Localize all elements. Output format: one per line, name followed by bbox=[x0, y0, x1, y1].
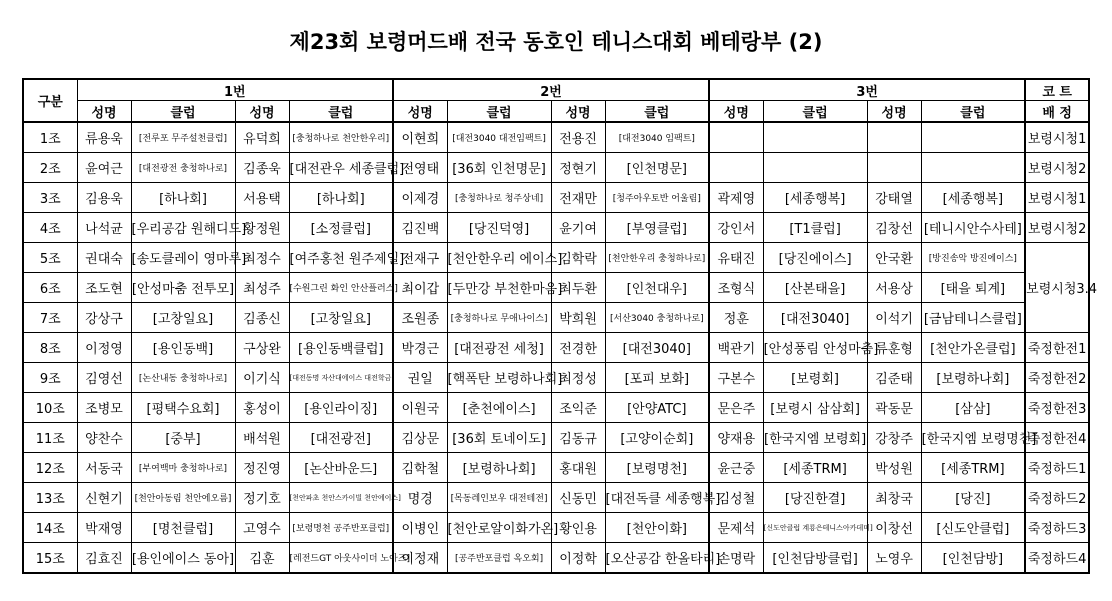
player-name: 이현희 bbox=[393, 122, 447, 153]
player-club: [용인동백클럽] bbox=[289, 333, 393, 363]
player-club: [삼삼] bbox=[921, 393, 1025, 423]
player-name: 손명락 bbox=[709, 543, 763, 574]
court-assignment: 죽정하드3 bbox=[1025, 513, 1089, 543]
player-name: 정진영 bbox=[235, 453, 289, 483]
player-name: 구본수 bbox=[709, 363, 763, 393]
player-club: [대전독클 세종행복] bbox=[605, 483, 709, 513]
player-name: 권일 bbox=[393, 363, 447, 393]
player-club: [평택수요회] bbox=[131, 393, 235, 423]
player-club: [보령시 삼삼회] bbox=[763, 393, 867, 423]
player-club: [명천클럽] bbox=[131, 513, 235, 543]
player-name: 이병인 bbox=[393, 513, 447, 543]
player-name: 서용택 bbox=[235, 183, 289, 213]
table-row bbox=[23, 483, 1089, 513]
group-label: 9조 bbox=[23, 363, 77, 393]
player-club: [인천명문] bbox=[605, 153, 709, 183]
player-name: 나석균 bbox=[77, 213, 131, 243]
table-row bbox=[23, 273, 1089, 303]
player-name: 백관기 bbox=[709, 333, 763, 363]
header-court-top: 코 트 bbox=[1025, 79, 1089, 101]
player-club: [천안가온클럽] bbox=[921, 333, 1025, 363]
player-name: 전경한 bbox=[551, 333, 605, 363]
player-club: [충청하나로 무애나이스] bbox=[447, 303, 551, 333]
player-club: [천안아동림 천안에오름] bbox=[131, 483, 235, 513]
header-club: 클럽 bbox=[605, 101, 709, 123]
player-name: 홍성이 bbox=[235, 393, 289, 423]
player-name: 곽동문 bbox=[867, 393, 921, 423]
player-club: [용인에이스 동아] bbox=[131, 543, 235, 574]
court-assignment: 보령시청1 bbox=[1025, 122, 1089, 153]
header-name: 성명 bbox=[77, 101, 131, 123]
player-club: [대전광전 세청] bbox=[447, 333, 551, 363]
player-club: [핵폭탄 보령하나회] bbox=[447, 363, 551, 393]
header-name: 성명 bbox=[709, 101, 763, 123]
header-club: 클럽 bbox=[921, 101, 1025, 123]
player-name: 황정원 bbox=[235, 213, 289, 243]
player-club: [보령명천] bbox=[605, 453, 709, 483]
player-name: 신동민 bbox=[551, 483, 605, 513]
player-club: [안양ATC] bbox=[605, 393, 709, 423]
player-name: 류용욱 bbox=[77, 122, 131, 153]
player-club: [천안파초 천안스카이빌 천안에이스] bbox=[289, 483, 393, 513]
player-name: 강인서 bbox=[709, 213, 763, 243]
group-label: 13조 bbox=[23, 483, 77, 513]
player-club: [고양이순회] bbox=[605, 423, 709, 453]
player-club: [레전드GT 아웃사이더 노아즈] bbox=[289, 543, 393, 574]
player-club: [T1클럽] bbox=[763, 213, 867, 243]
player-name: 김상문 bbox=[393, 423, 447, 453]
player-club: [춘천에이스] bbox=[447, 393, 551, 423]
court-assignment: 죽정하드2 bbox=[1025, 483, 1089, 513]
player-club bbox=[921, 153, 1025, 183]
player-name: 박희원 bbox=[551, 303, 605, 333]
group-label: 8조 bbox=[23, 333, 77, 363]
player-club: [신도안클럽 계룡은테니스아카데미] bbox=[763, 513, 867, 543]
table-row bbox=[23, 393, 1089, 423]
player-club: [당진덕영] bbox=[447, 213, 551, 243]
player-club: [고창일요] bbox=[131, 303, 235, 333]
player-name: 조형식 bbox=[709, 273, 763, 303]
player-name: 김훈 bbox=[235, 543, 289, 574]
player-club: [목동레인보우 대전테전] bbox=[447, 483, 551, 513]
player-club: [36회 인천명문] bbox=[447, 153, 551, 183]
player-name: 강태열 bbox=[867, 183, 921, 213]
player-name: 김창선 bbox=[867, 213, 921, 243]
group-label: 15조 bbox=[23, 543, 77, 574]
player-name: 명경 bbox=[393, 483, 447, 513]
player-name: 윤근중 bbox=[709, 453, 763, 483]
player-club: [당진] bbox=[921, 483, 1025, 513]
player-name: 강창주 bbox=[867, 423, 921, 453]
player-name: 김학철 bbox=[393, 453, 447, 483]
header-name: 성명 bbox=[551, 101, 605, 123]
player-club: [여주홍천 원주제일] bbox=[289, 243, 393, 273]
player-club: [용인동백] bbox=[131, 333, 235, 363]
table-row bbox=[23, 303, 1089, 333]
player-name: 양재용 bbox=[709, 423, 763, 453]
player-club: [두만강 부천한마음] bbox=[447, 273, 551, 303]
player-name: 이창선 bbox=[867, 513, 921, 543]
player-name: 정기호 bbox=[235, 483, 289, 513]
player-name: 이정학 bbox=[551, 543, 605, 574]
player-name: 박경근 bbox=[393, 333, 447, 363]
player-club: [보령하나회] bbox=[447, 453, 551, 483]
player-name: 이정영 bbox=[77, 333, 131, 363]
player-club: [부영클럽] bbox=[605, 213, 709, 243]
player-club: [산본태을] bbox=[763, 273, 867, 303]
player-name: 정현기 bbox=[551, 153, 605, 183]
player-club: [보령명천 공주반포클럽] bbox=[289, 513, 393, 543]
player-club: [하나회] bbox=[289, 183, 393, 213]
player-club: [세종행복] bbox=[921, 183, 1025, 213]
group-label: 12조 bbox=[23, 453, 77, 483]
header-name: 성명 bbox=[235, 101, 289, 123]
player-name: 서동국 bbox=[77, 453, 131, 483]
player-name: 전재구 bbox=[393, 243, 447, 273]
table-row bbox=[23, 183, 1089, 213]
player-club: [우리공감 원해디드] bbox=[131, 213, 235, 243]
player-club: [방진송악 방진에이스] bbox=[921, 243, 1025, 273]
player-name: 윤기여 bbox=[551, 213, 605, 243]
player-club: [중부] bbox=[131, 423, 235, 453]
header-match-3: 3번 bbox=[709, 79, 1025, 101]
player-name: 문제석 bbox=[709, 513, 763, 543]
player-club: [대전광전 충청하나로] bbox=[131, 153, 235, 183]
player-name: 이석기 bbox=[867, 303, 921, 333]
player-club: [대전광전] bbox=[289, 423, 393, 453]
player-club: [송도클레이 영마루] bbox=[131, 243, 235, 273]
player-club: [세종TRM] bbox=[921, 453, 1025, 483]
player-name: 조도현 bbox=[77, 273, 131, 303]
player-name: 조익준 bbox=[551, 393, 605, 423]
court-assignment: 보령시청2 bbox=[1025, 153, 1089, 183]
player-club: [안성마춤 전투모] bbox=[131, 273, 235, 303]
player-name: 이기식 bbox=[235, 363, 289, 393]
player-name: 노영우 bbox=[867, 543, 921, 574]
group-label: 7조 bbox=[23, 303, 77, 333]
court-assignment: 보령시청1 bbox=[1025, 183, 1089, 213]
player-club: [충청하나로 천안한우리] bbox=[289, 122, 393, 153]
player-name: 박성원 bbox=[867, 453, 921, 483]
player-name: 최이갑 bbox=[393, 273, 447, 303]
header-name: 성명 bbox=[393, 101, 447, 123]
player-club: [대전3040] bbox=[605, 333, 709, 363]
player-name: 권대숙 bbox=[77, 243, 131, 273]
player-club: [대전관우 세종클럽] bbox=[289, 153, 393, 183]
player-name: 이정재 bbox=[393, 543, 447, 574]
player-club: [한국지엠 보령명천] bbox=[921, 423, 1025, 453]
player-club: [서산3040 충청하나로] bbox=[605, 303, 709, 333]
player-club: [보령회] bbox=[763, 363, 867, 393]
group-label: 2조 bbox=[23, 153, 77, 183]
court-assignment: 죽정하드1 bbox=[1025, 453, 1089, 483]
player-name: 최성주 bbox=[235, 273, 289, 303]
player-club: [인천담방] bbox=[921, 543, 1025, 574]
player-club: [천안이화] bbox=[605, 513, 709, 543]
player-name: 홍대원 bbox=[551, 453, 605, 483]
player-name: 배석원 bbox=[235, 423, 289, 453]
player-name: 강상구 bbox=[77, 303, 131, 333]
player-club: [전루포 무주설천클럽] bbox=[131, 122, 235, 153]
table-row bbox=[23, 543, 1089, 574]
player-club: [수원그린 화인 안산플러스] bbox=[289, 273, 393, 303]
player-club: [금남테니스클럽] bbox=[921, 303, 1025, 333]
player-name: 박재영 bbox=[77, 513, 131, 543]
player-club: [인천대우] bbox=[605, 273, 709, 303]
player-name: 류훈형 bbox=[867, 333, 921, 363]
player-club: [고창일요] bbox=[289, 303, 393, 333]
table-row bbox=[23, 453, 1089, 483]
player-club: [오산공감 한올타리] bbox=[605, 543, 709, 574]
player-name: 신현기 bbox=[77, 483, 131, 513]
player-club: [대전3040 대전임팩트] bbox=[447, 122, 551, 153]
table-row bbox=[23, 423, 1089, 453]
group-label: 5조 bbox=[23, 243, 77, 273]
court-assignment: 죽정한전2 bbox=[1025, 363, 1089, 393]
group-label: 11조 bbox=[23, 423, 77, 453]
table-row bbox=[23, 243, 1089, 273]
player-club: [하나회] bbox=[131, 183, 235, 213]
player-name: 정훈 bbox=[709, 303, 763, 333]
header-club: 클럽 bbox=[763, 101, 867, 123]
player-name: 서용상 bbox=[867, 273, 921, 303]
court-assignment: 보령시청3.4 bbox=[1025, 243, 1089, 333]
player-club bbox=[921, 122, 1025, 153]
header-club: 클럽 bbox=[289, 101, 393, 123]
player-club: [테니시안수사테] bbox=[921, 213, 1025, 243]
player-name: 김종욱 bbox=[235, 153, 289, 183]
table-row bbox=[23, 213, 1089, 243]
player-club bbox=[763, 153, 867, 183]
player-club: [태을 퇴계] bbox=[921, 273, 1025, 303]
court-assignment: 죽정한전3 bbox=[1025, 393, 1089, 423]
player-name: 전영태 bbox=[393, 153, 447, 183]
player-name: 유태진 bbox=[709, 243, 763, 273]
player-name bbox=[709, 153, 763, 183]
group-label: 1조 bbox=[23, 122, 77, 153]
group-label: 4조 bbox=[23, 213, 77, 243]
player-name: 최정성 bbox=[551, 363, 605, 393]
player-club: [세종행복] bbox=[763, 183, 867, 213]
player-name: 최창국 bbox=[867, 483, 921, 513]
player-name: 안국환 bbox=[867, 243, 921, 273]
player-name: 고영수 bbox=[235, 513, 289, 543]
player-club: [당진한결] bbox=[763, 483, 867, 513]
player-name: 조원종 bbox=[393, 303, 447, 333]
header-match-2: 2번 bbox=[393, 79, 709, 101]
player-name: 유덕희 bbox=[235, 122, 289, 153]
player-name: 조병모 bbox=[77, 393, 131, 423]
table-row bbox=[23, 153, 1089, 183]
player-club: [당진에이스] bbox=[763, 243, 867, 273]
player-name: 김학락 bbox=[551, 243, 605, 273]
player-club: [포피 보화] bbox=[605, 363, 709, 393]
group-label: 6조 bbox=[23, 273, 77, 303]
player-name: 황인용 bbox=[551, 513, 605, 543]
header-group: 구분 bbox=[23, 79, 77, 122]
header-name: 성명 bbox=[867, 101, 921, 123]
court-assignment: 보령시청2 bbox=[1025, 213, 1089, 243]
header-match-1: 1번 bbox=[77, 79, 393, 101]
player-name: 김종신 bbox=[235, 303, 289, 333]
player-club: [청주아우토반 어울림] bbox=[605, 183, 709, 213]
player-club: [인천담방클럽] bbox=[763, 543, 867, 574]
player-name: 양찬수 bbox=[77, 423, 131, 453]
player-club: [소정클럽] bbox=[289, 213, 393, 243]
table-row bbox=[23, 513, 1089, 543]
table-row bbox=[23, 333, 1089, 363]
group-label: 10조 bbox=[23, 393, 77, 423]
player-name bbox=[867, 153, 921, 183]
player-name: 김동규 bbox=[551, 423, 605, 453]
player-name: 문은주 bbox=[709, 393, 763, 423]
header-club: 클럽 bbox=[447, 101, 551, 123]
player-club: [대전동명 자산대에이스 대전학금] bbox=[289, 363, 393, 393]
player-club: [한국지엠 보령회] bbox=[763, 423, 867, 453]
player-name: 윤여근 bbox=[77, 153, 131, 183]
player-name: 김성철 bbox=[709, 483, 763, 513]
player-club: [부여백마 충청하나로] bbox=[131, 453, 235, 483]
group-label: 3조 bbox=[23, 183, 77, 213]
table-row bbox=[23, 363, 1089, 393]
player-name bbox=[867, 122, 921, 153]
player-name: 전재만 bbox=[551, 183, 605, 213]
player-name: 전용진 bbox=[551, 122, 605, 153]
court-assignment: 죽정한전1 bbox=[1025, 333, 1089, 363]
player-club: [세종TRM] bbox=[763, 453, 867, 483]
player-club: [공주반포클럽 옥오회] bbox=[447, 543, 551, 574]
header-club: 클럽 bbox=[131, 101, 235, 123]
player-name: 구상완 bbox=[235, 333, 289, 363]
player-club: [충청하나로 청주상네] bbox=[447, 183, 551, 213]
player-name: 최정수 bbox=[235, 243, 289, 273]
page-title: 제23회 보령머드배 전국 동호인 테니스대회 베테랑부 (2) bbox=[289, 30, 823, 54]
player-name: 이제경 bbox=[393, 183, 447, 213]
player-name: 김준태 bbox=[867, 363, 921, 393]
header-court-bottom: 배 정 bbox=[1025, 101, 1089, 123]
player-name: 김용욱 bbox=[77, 183, 131, 213]
player-club: [논산내동 충청하나로] bbox=[131, 363, 235, 393]
player-club: [대전3040 임팩트] bbox=[605, 122, 709, 153]
player-name: 이원국 bbox=[393, 393, 447, 423]
player-name: 김진백 bbox=[393, 213, 447, 243]
player-club bbox=[763, 122, 867, 153]
player-club: [천안한우리 에이스] bbox=[447, 243, 551, 273]
player-club: [신도안클럽] bbox=[921, 513, 1025, 543]
player-club: [안성풍림 안성마춤] bbox=[763, 333, 867, 363]
player-club: [대전3040] bbox=[763, 303, 867, 333]
player-club: [36회 토네이도] bbox=[447, 423, 551, 453]
player-name: 김효진 bbox=[77, 543, 131, 574]
player-club: [보령하나회] bbox=[921, 363, 1025, 393]
court-assignment: 죽정한전4 bbox=[1025, 423, 1089, 453]
group-label: 14조 bbox=[23, 513, 77, 543]
player-name: 최두환 bbox=[551, 273, 605, 303]
player-name: 김영선 bbox=[77, 363, 131, 393]
bracket-table bbox=[22, 78, 1098, 574]
player-club: [논산바운드] bbox=[289, 453, 393, 483]
court-assignment: 죽정하드4 bbox=[1025, 543, 1089, 574]
player-club: [용인라이징] bbox=[289, 393, 393, 423]
player-name: 곽제영 bbox=[709, 183, 763, 213]
player-name bbox=[709, 122, 763, 153]
table-row bbox=[23, 122, 1089, 153]
player-club: [천안로알이화가온] bbox=[447, 513, 551, 543]
player-club: [천안한우리 충청하나로] bbox=[605, 243, 709, 273]
